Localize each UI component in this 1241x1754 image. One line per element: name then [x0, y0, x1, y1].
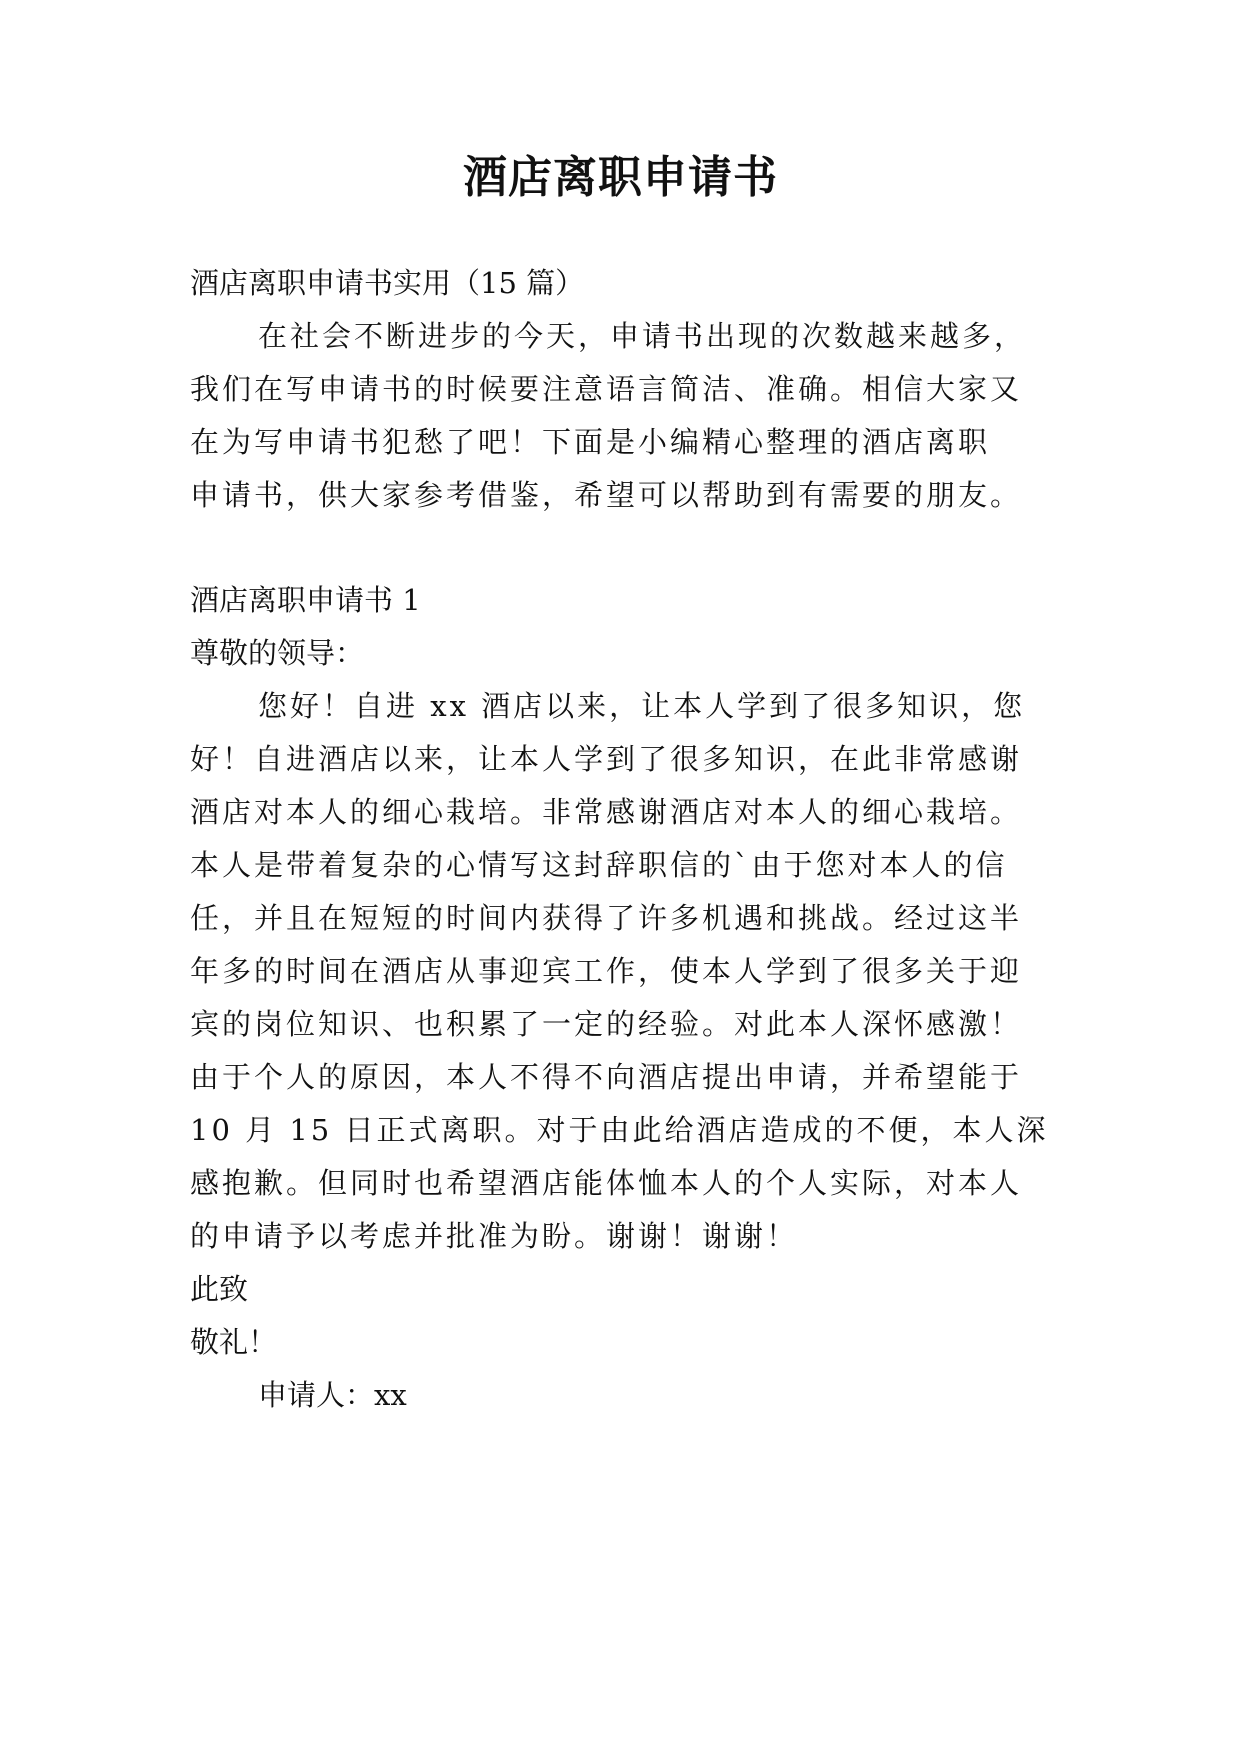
body-line: 您好！自进 xx 酒店以来，让本人学到了很多知识，您: [258, 689, 1026, 723]
body-line: 年多的时间在酒店从事迎宾工作，使本人学到了很多关于迎: [190, 954, 1023, 988]
closing-line: 此致: [190, 1272, 249, 1306]
body-line: 酒店对本人的细心栽培。非常感谢酒店对本人的细心栽培。: [190, 795, 1023, 829]
document-subtitle: 酒店离职申请书实用（15 篇）: [190, 266, 585, 300]
signature: 申请人：xx: [258, 1378, 407, 1412]
body-line: 宾的岗位知识、也积累了一定的经验。对此本人深怀感激！: [190, 1007, 1023, 1041]
section-heading: 酒店离职申请书 1: [190, 583, 421, 617]
body-line: 由于个人的原因，本人不得不向酒店提出申请，并希望能于: [190, 1060, 1023, 1094]
salutation: 尊敬的领导：: [190, 636, 365, 670]
body-line: 本人是带着复杂的心情写这封辞职信的`由于您对本人的信: [190, 848, 1008, 882]
body-line: 任，并且在短短的时间内获得了许多机遇和挑战。经过这半: [190, 901, 1023, 935]
body-line: 10 月 15 日正式离职。对于由此给酒店造成的不便，本人深: [190, 1113, 1049, 1147]
body-line: 好！自进酒店以来，让本人学到了很多知识，在此非常感谢: [190, 742, 1023, 776]
body-line: 的申请予以考虑并批准为盼。谢谢！谢谢！: [190, 1219, 799, 1253]
intro-line: 申请书，供大家参考借鉴，希望可以帮助到有需要的朋友。: [190, 478, 1023, 512]
body-line: 感抱歉。但同时也希望酒店能体恤本人的个人实际，对本人: [190, 1166, 1023, 1200]
intro-line: 在社会不断进步的今天，申请书出现的次数越来越多，: [258, 319, 1027, 353]
intro-line: 在为写申请书犯愁了吧！下面是小编精心整理的酒店离职: [190, 425, 991, 459]
intro-line: 我们在写申请书的时候要注意语言简洁、准确。相信大家又: [190, 372, 1023, 406]
document-title: 酒店离职申请书: [463, 152, 778, 203]
closing-line: 敬礼！: [190, 1325, 278, 1359]
